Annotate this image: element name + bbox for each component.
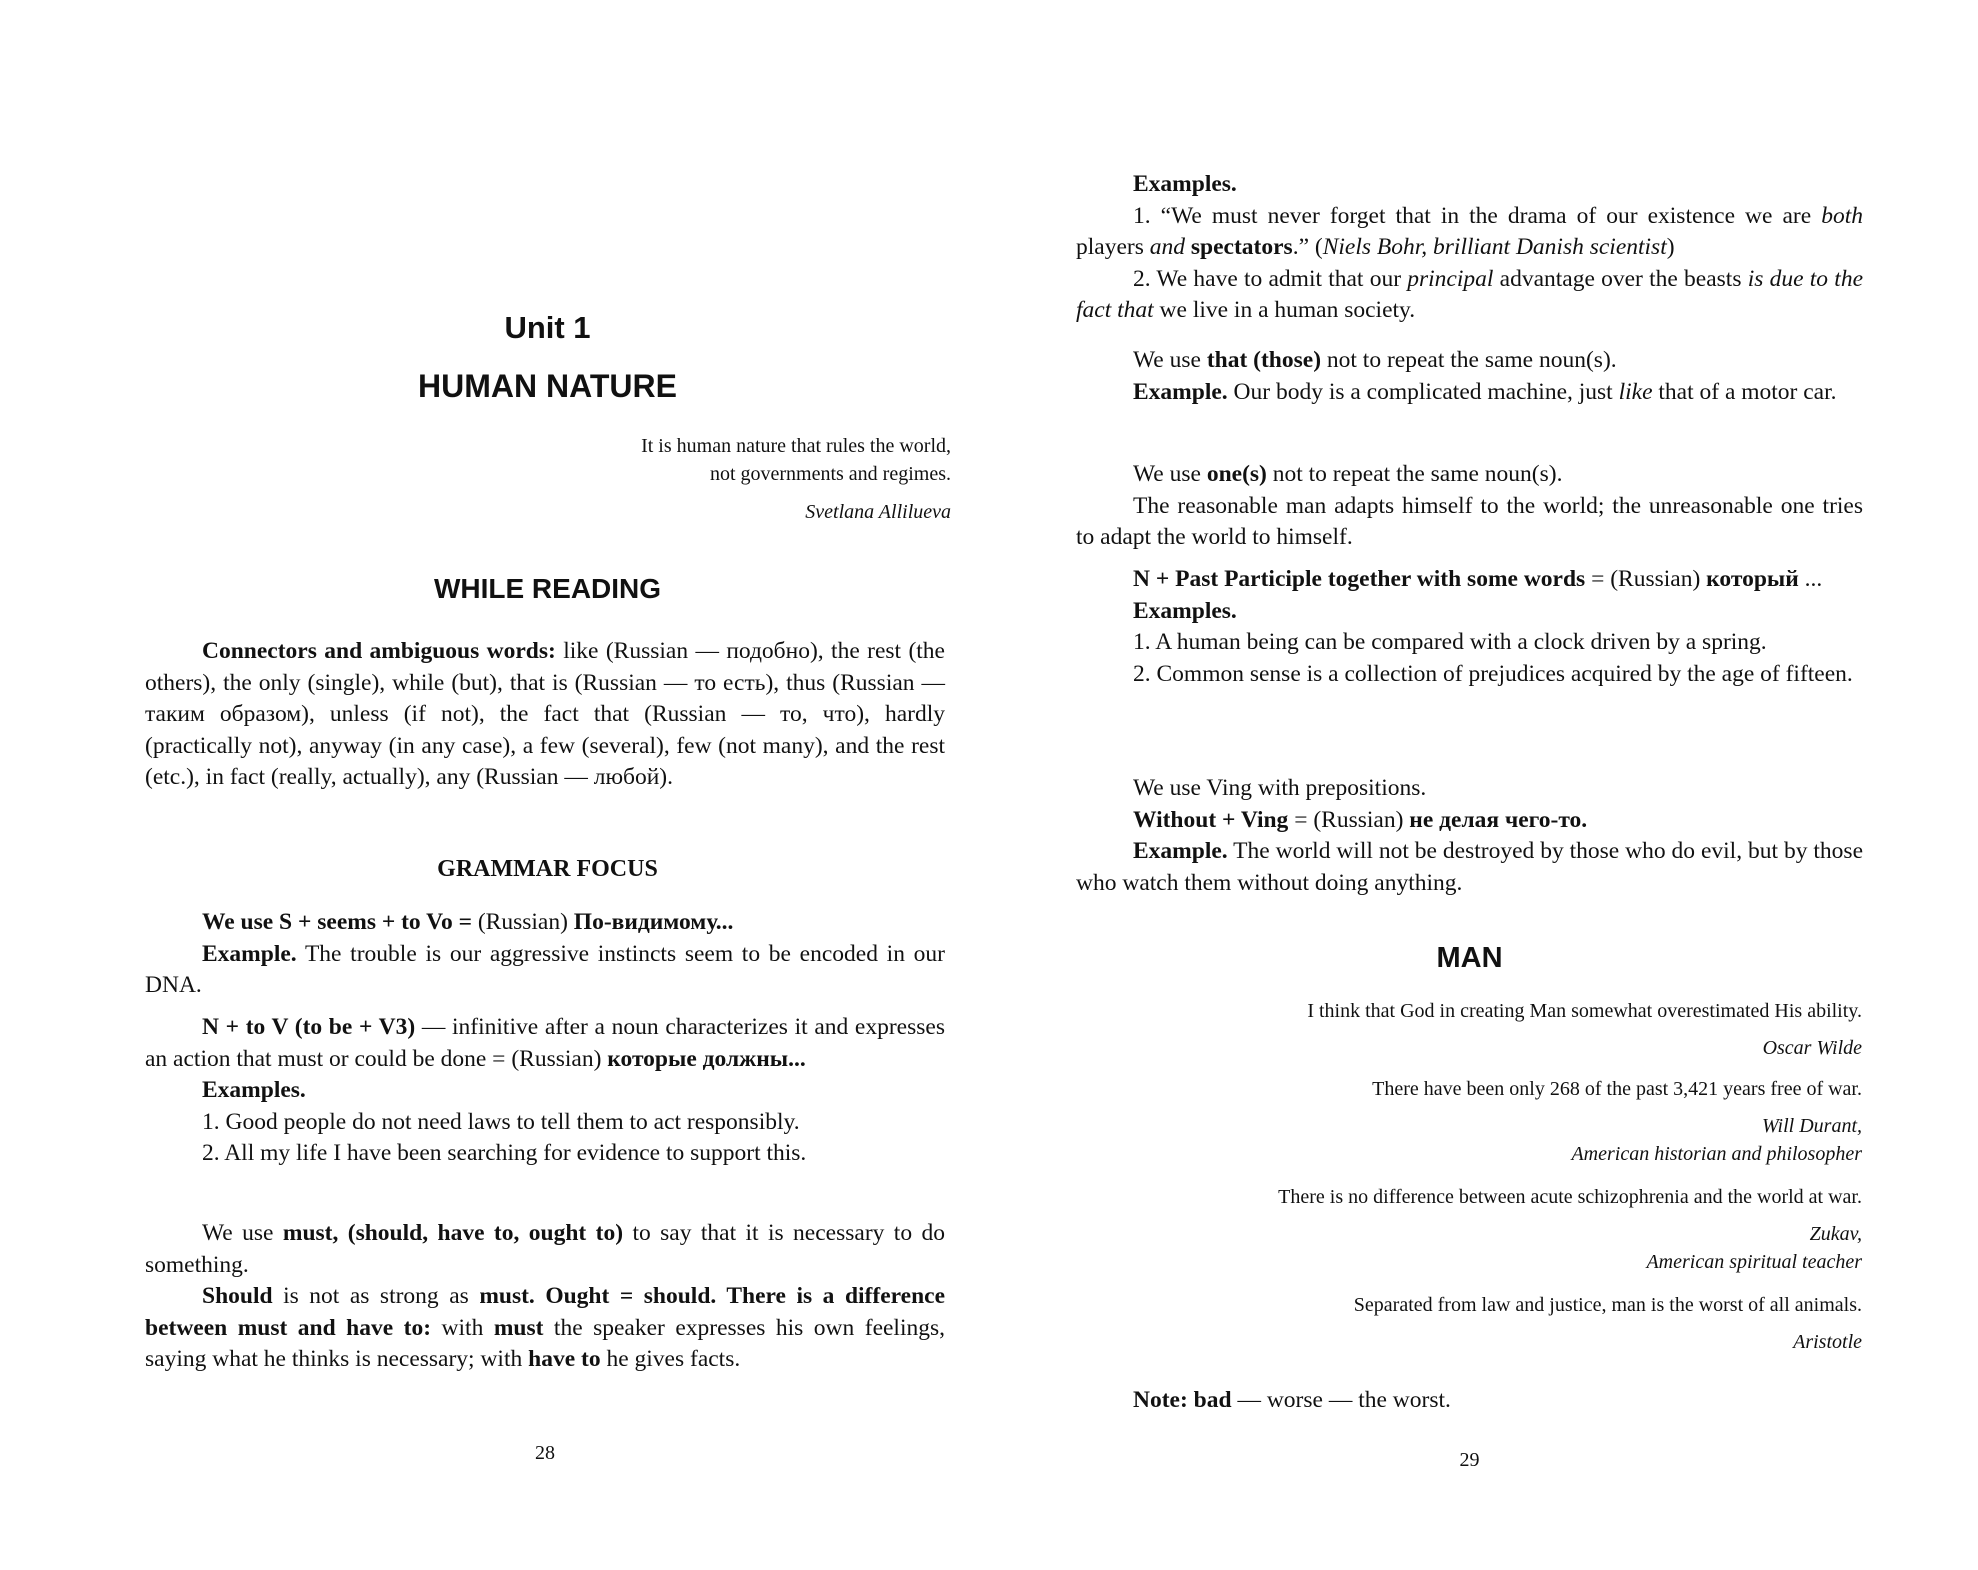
note	[1076, 1385, 1863, 1417]
one-text: We use	[1133, 461, 1207, 487]
pp-example: 2. Common sense is a collection of prejudices acquired by the age of fifteen.	[1133, 660, 1853, 687]
quote-author: Oscar Wilde	[1762, 1037, 1862, 1059]
page-number: 29	[1459, 1449, 1480, 1471]
one-block	[1076, 459, 1863, 554]
ving-text: = (Russian)	[1288, 806, 1410, 833]
examples-label: Examples.	[1133, 171, 1237, 197]
that-text: not to repeat the same noun(s).	[1321, 347, 1617, 373]
one-text: not to repeat the same noun(s).	[1266, 461, 1563, 487]
seems-block	[145, 907, 945, 1002]
quote-text: Separated from law and justice, man is the worst of all animals.	[1353, 1294, 1862, 1316]
example-italic: is due to the fact that	[1076, 265, 1863, 323]
connectors-label: Connectors and ambiguous words:	[202, 638, 556, 664]
example-text: we live in a human society.	[1153, 297, 1416, 323]
man-heading: MAN	[1436, 942, 1503, 974]
n-to-v-example: 2. All my life I have been searching for evidence to support this.	[202, 1140, 807, 1166]
grammar-focus-heading: GRAMMAR FOCUS	[437, 856, 658, 882]
that-example-label: Example.	[1133, 378, 1228, 405]
ving-rule: Without + Ving	[1133, 806, 1289, 833]
that-example-text: that of a motor car.	[1652, 378, 1837, 405]
page-number: 28	[535, 1442, 555, 1464]
must-bold: have to	[528, 1346, 601, 1372]
that-block	[1076, 345, 1863, 408]
note-label: Note: bad	[1133, 1387, 1232, 1413]
that-example-text: Our body is a complicated machine, just	[1227, 378, 1619, 405]
note-text: — worse — the worst.	[1231, 1387, 1451, 1413]
pp-text: = (Russian)	[1585, 566, 1707, 592]
n-to-v-text: — infinitive after a noun characterizes it and expresses an action that must or could be done = (Russian)	[145, 1014, 945, 1072]
quote-author: Will Durant,	[1761, 1115, 1862, 1137]
example-bold: spectators	[1190, 234, 1293, 260]
quote-author-title: American spiritual teacher	[1646, 1251, 1862, 1273]
seems-rule: We use S + seems + to Vo =	[202, 909, 478, 935]
ving-example-text: The world will not be destroyed by those who do evil, but by those who watch them without doing anything.	[1076, 838, 1863, 896]
n-to-v-ru: которые должны...	[607, 1045, 806, 1072]
quote-text: There is no difference between acute schizophrenia and the world at war.	[1278, 1186, 1862, 1208]
unit-title: Unit 1	[504, 310, 591, 345]
seems-rule-plain: (Russian)	[477, 909, 574, 935]
pp-rule: N + Past Participle together with some words	[1133, 566, 1586, 592]
ving-intro: We use Ving with prepositions.	[1133, 775, 1427, 801]
quote	[1372, 1075, 1862, 1168]
must-text: is not as strong as	[272, 1283, 480, 1309]
ving-example-label: Example.	[1133, 838, 1228, 864]
seems-rule-ru: По-видимому...	[573, 909, 734, 935]
example-italic: both	[1821, 202, 1863, 229]
example-text: .” (	[1292, 234, 1323, 260]
quote-author: Aristotle	[1793, 1331, 1862, 1353]
must-bold: must. Ought = should. There is a difference between must and have to:	[145, 1283, 946, 1341]
must-text: he gives facts.	[600, 1346, 741, 1372]
quote-text: There have been only 268 of the past 3,421 years free of war.	[1372, 1078, 1862, 1100]
quote-text: I think that God in creating Man somewhat overestimated His ability.	[1307, 1000, 1862, 1022]
must-bold: must	[493, 1314, 544, 1341]
quote	[1354, 1291, 1862, 1356]
must-text: the speaker expresses his own feelings, saying what he thinks is necessary; with	[145, 1314, 946, 1372]
example-text: 2. We have to admit that our	[1133, 265, 1408, 292]
epigraph	[641, 432, 951, 526]
example-text: 1. “We must never forget that in the drama of our existence we are	[1133, 202, 1822, 229]
must-text: We use	[202, 1220, 283, 1246]
example-italic: principal	[1407, 265, 1494, 292]
must-bold: Should	[202, 1283, 273, 1309]
one-example: The reasonable man adapts himself to the world; the unreasonable one tries to adapt the world to himself.	[1076, 492, 1863, 550]
connectors-text: like (Russian — подобно), the rest (the others), the only (single), while (but), that is (Russian — то есть), thus (Russian — таким образом), unless (if not), the fact that (Russian — то, что), hardly (practically not), anyway (in any case), a few (several), few (not many), and the rest (etc.), in fact (really, actually), any (Russian — любой).	[145, 638, 945, 790]
pp-examples-label: Examples.	[1133, 597, 1237, 624]
examples-block	[1076, 169, 1863, 327]
n-to-v-block	[145, 1012, 945, 1170]
quote	[1307, 997, 1862, 1062]
that-bold: that (those)	[1206, 347, 1322, 373]
example-text: players	[1076, 234, 1150, 260]
example-italic: and	[1149, 234, 1185, 260]
epigraph-line: not governments and regimes.	[709, 463, 951, 485]
must-block	[145, 1218, 945, 1376]
must-text: with	[431, 1314, 494, 1341]
n-to-v-example: 1. Good people do not need laws to tell them to act responsibly.	[202, 1108, 800, 1135]
while-reading-heading: WHILE READING	[433, 573, 662, 604]
seems-example-label: Example.	[202, 940, 297, 967]
unit-subtitle: HUMAN NATURE	[418, 368, 677, 404]
ving-block	[1076, 773, 1863, 899]
n-to-v-examples-label: Examples.	[202, 1077, 306, 1103]
epigraph-line: It is human nature that rules the world,	[641, 435, 951, 457]
pp-tail: ...	[1798, 566, 1823, 592]
ving-ru: не делая чего-то.	[1409, 806, 1588, 833]
connectors-paragraph	[145, 636, 945, 794]
pp-ru: который	[1706, 566, 1799, 592]
quote-author: Zukav,	[1809, 1223, 1862, 1245]
that-example-italic: like	[1618, 378, 1653, 405]
that-text: We use	[1133, 347, 1207, 373]
one-bold: one(s)	[1206, 461, 1267, 487]
n-to-v-rule: N + to V (to be + V3)	[202, 1014, 416, 1040]
past-participle-block	[1076, 564, 1863, 690]
example-text: advantage over the beasts	[1493, 265, 1748, 292]
must-text: to say that it is necessary to do something.	[145, 1220, 945, 1278]
must-bold: must, (should, have to, ought to)	[282, 1220, 624, 1246]
quote	[1278, 1183, 1862, 1276]
example-italic: Niels Bohr, brilliant Danish scientist	[1322, 234, 1667, 260]
epigraph-author: Svetlana Allilueva	[805, 501, 951, 523]
quote-author-title: American historian and philosopher	[1571, 1143, 1862, 1165]
seems-example-text: The trouble is our aggressive instincts seem to be encoded in our DNA.	[145, 940, 945, 998]
pp-example: 1. A human being can be compared with a clock driven by a spring.	[1133, 629, 1767, 655]
right-page	[989, 0, 1978, 1570]
example-text: )	[1666, 234, 1675, 260]
